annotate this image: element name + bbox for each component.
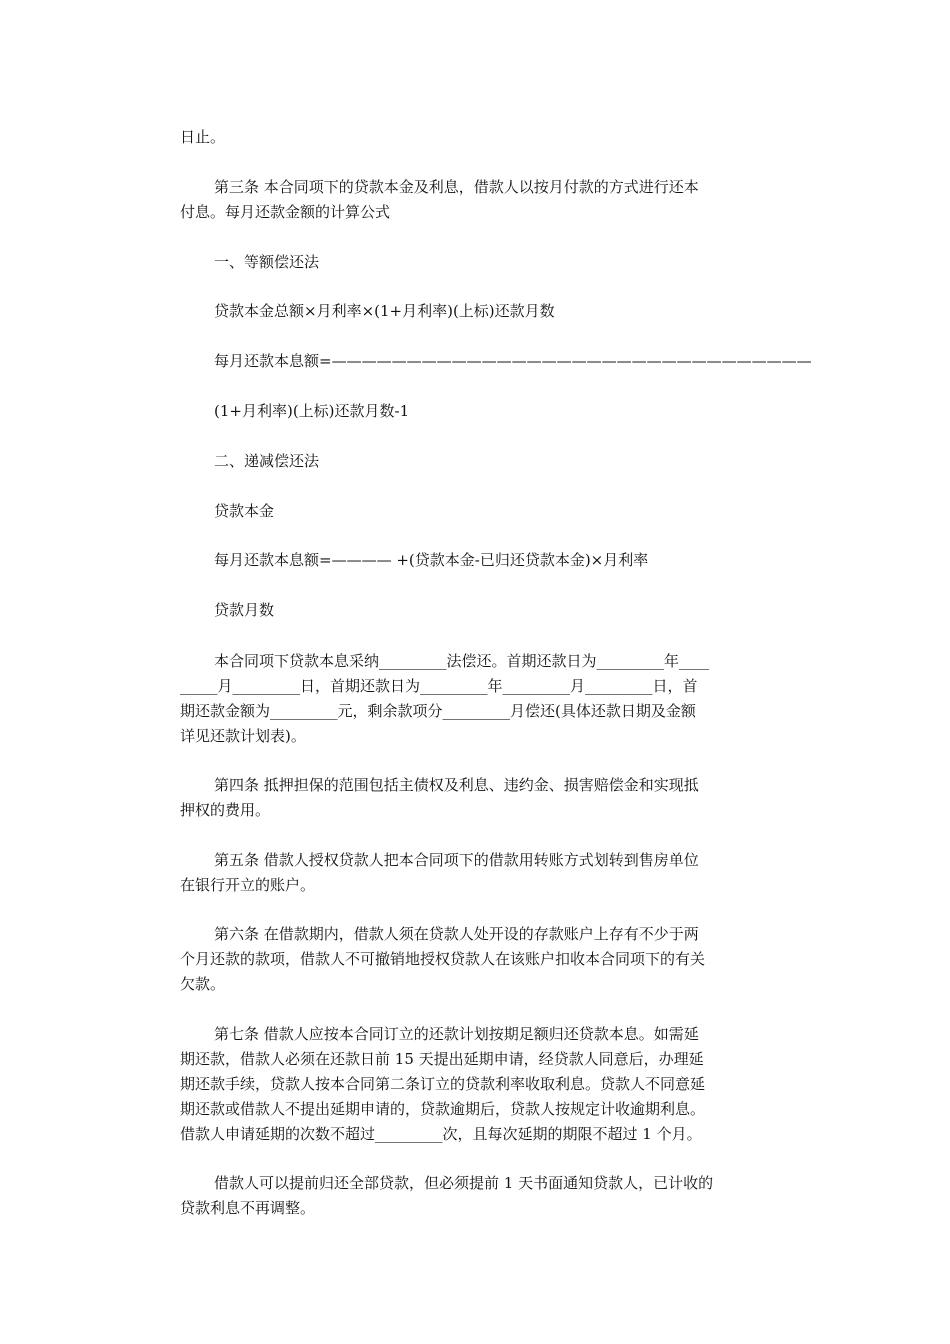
article-7-line: 第七条 借款人应按本合同订立的还款计划按期足额归还贷款本息。如需延 xyxy=(214,1025,699,1043)
prepayment-line: 借款人可以提前归还全部贷款，但必须提前 1 天书面通知贷款人，已计收的 xyxy=(214,1174,714,1192)
prepayment-line: 贷款利息不再调整。 xyxy=(180,1199,316,1217)
article-3-line: 第三条 本合同项下的贷款本金及利息，借款人以按月付款的方式进行还本 xyxy=(214,178,699,196)
repayment-paragraph-line: _____月_________日，首期还款日为_________年_________月_________日，首 xyxy=(180,677,698,695)
article-7-line: 期还款手续，贷款人按本合同第二条订立的贷款利率收取利息。贷款人不同意延 xyxy=(180,1075,706,1093)
formula-numerator: 贷款本金 xyxy=(214,502,275,520)
formula-line: 每月还款本息额=———— +(贷款本金-已归还贷款本金)×月利率 xyxy=(214,551,649,569)
article-7-line: 借款人申请延期的次数不超过_________次，且每次延期的期限不超过 1 个月。 xyxy=(180,1125,702,1143)
repayment-paragraph-line: 详见还款计划表)。 xyxy=(180,727,306,745)
article-6-line: 欠款。 xyxy=(180,975,226,993)
formula-denominator: (1+月利率)(上标)还款月数-1 xyxy=(214,402,410,420)
repayment-paragraph-line: 本合同项下贷款本息采纳_________法偿还。首期还款日为_________年____ xyxy=(214,652,710,670)
method-1-heading: 一、等额偿还法 xyxy=(214,253,320,271)
article-5-line: 第五条 借款人授权贷款人把本合同项下的借款用转账方式划转到售房单位 xyxy=(214,851,699,869)
article-6-line: 第六条 在借款期内，借款人须在贷款人处开设的存款账户上存有不少于两 xyxy=(214,925,699,943)
article-4-line: 押权的费用。 xyxy=(180,801,271,819)
text-line: 付息。每月还款金额的计算公式 xyxy=(180,203,391,221)
formula-numerator: 贷款本金总额×月利率×(1+月利率)(上标)还款月数 xyxy=(214,302,555,320)
method-2-heading: 二、递减偿还法 xyxy=(214,452,320,470)
formula-denominator: 贷款月数 xyxy=(214,601,275,619)
article-7-line: 期还款，借款人必须在还款日前 15 天提出延期申请，经贷款人同意后，办理延 xyxy=(180,1050,704,1068)
repayment-paragraph-line: 期还款金额为_________元，剩余款项分_________月偿还(具体还款日期及金额 xyxy=(180,702,696,720)
article-6-line: 个月还款的款项，借款人不可撤销地授权贷款人在该账户扣收本合同项下的有关 xyxy=(180,950,706,968)
text-line: 日止。 xyxy=(180,128,226,146)
article-5-line: 在银行开立的账户。 xyxy=(180,876,316,894)
article-7-line: 期还款或借款人不提出延期申请的，贷款逾期后，贷款人按规定计收逾期利息。 xyxy=(180,1100,706,1118)
article-4-line: 第四条 抵押担保的范围包括主债权及利息、违约金、损害赔偿金和实现抵 xyxy=(214,776,699,794)
formula-line: 每月还款本息额=———————————————————————————————— xyxy=(214,352,812,370)
